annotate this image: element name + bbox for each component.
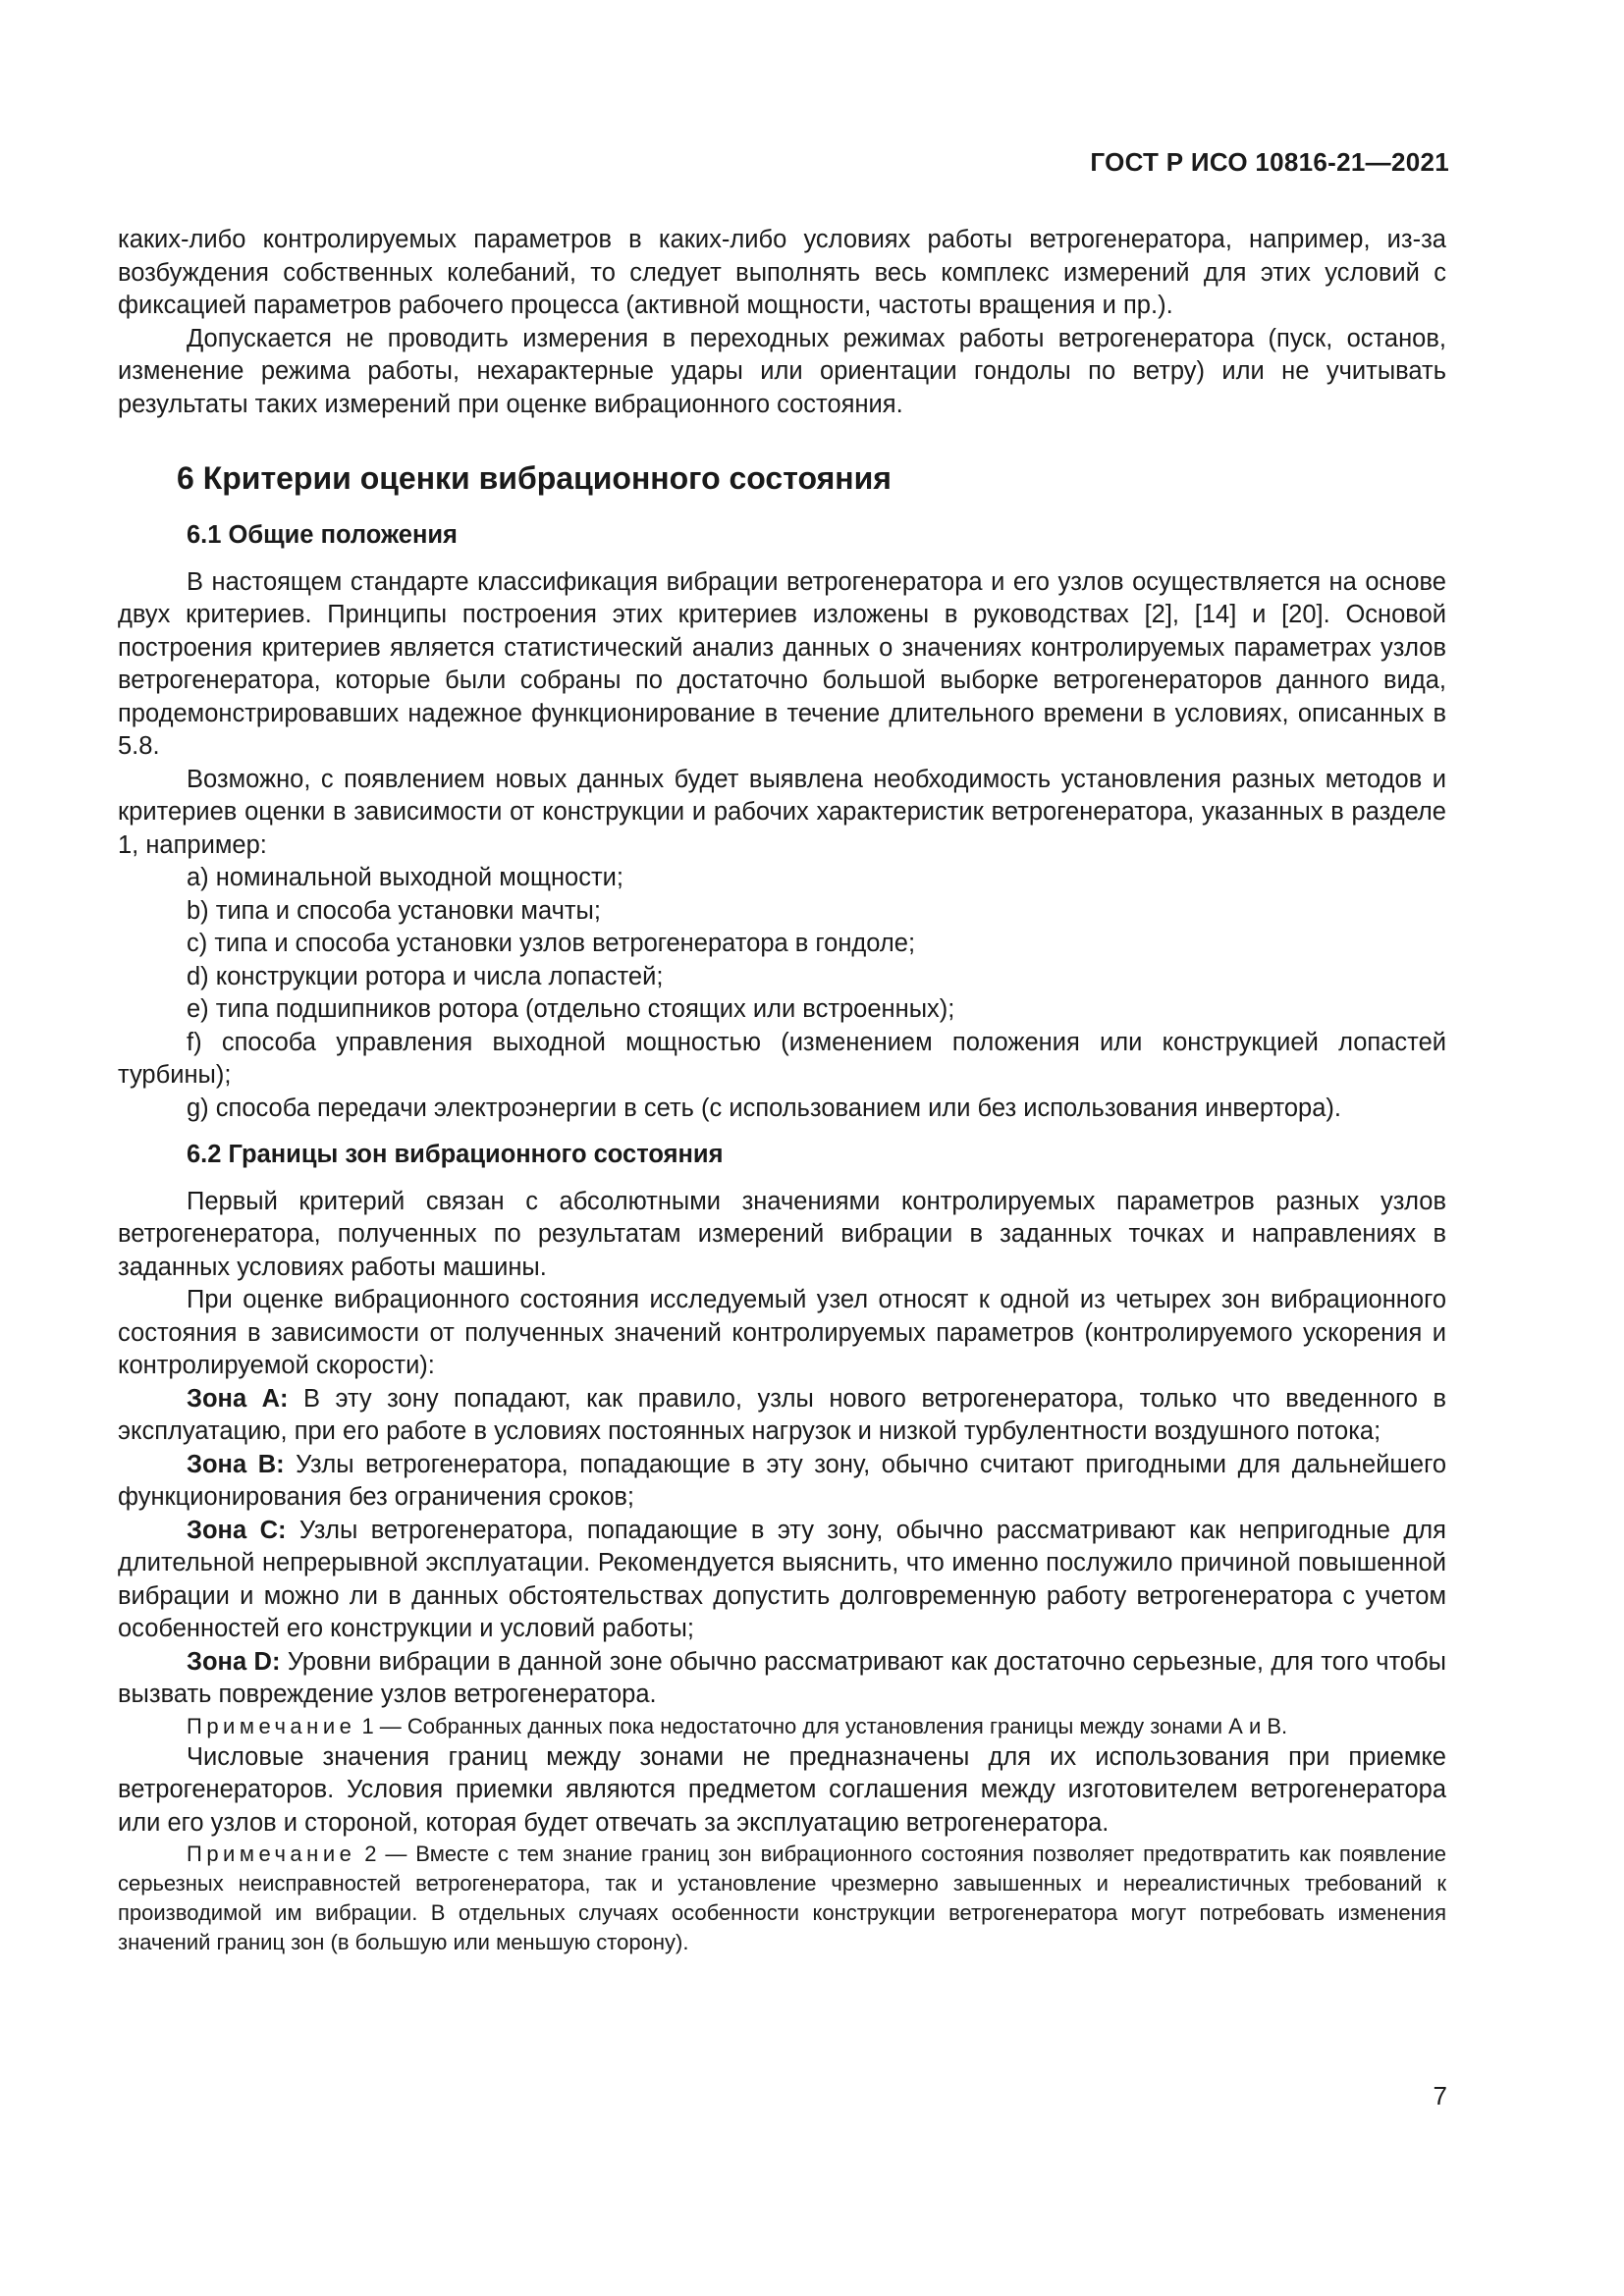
note-1 — [118, 1712, 1446, 1741]
subsection-6-2-paragraph-1: Первый критерий связан с абсолютными значениями контролируемых параметров разных узлов ветрогенератора, полученных по результатам измерений вибрации в заданных точках и направлениях в заданных условиях работы машины. — [118, 1187, 1446, 1281]
subsection-6-2-paragraph-2: При оценке вибрационного состояния исследуемый узел относят к одной из четырех зон вибрационного состояния в зависимости от полученных значений контролируемых параметров (контролируемого ускорения и контролируемой скорости): — [118, 1286, 1446, 1379]
zone-d-text: Уровни вибрации в данной зоне обычно рассматривают как достаточно серьезные, для того чтобы вызвать повреждение узлов ветрогенератора. — [118, 1647, 1446, 1708]
page-number: 7 — [1433, 2081, 1447, 2110]
note-2-text: 2 — Вместе с тем знание границ зон вибрационного состояния позволяет предотвратить как появление серьезных неисправностей ветрогенератора, так и установление чрезмерно завышенных и нереалистичных требований к производимой им вибрации. В отдельных случаях особенности конструкции ветрогенератора могут потребовать изменения значений границ зон (в большую или меньшую сторону). — [118, 1842, 1446, 1954]
section-6-heading: 6 Критерии оценки вибрационного состояния — [177, 460, 892, 496]
zone-a-text: В эту зону попадают, как правило, узлы нового ветрогенератора, только что введенного в эксплуатацию, при его работе в условиях постоянных нагрузок и низкой турбулентности воздушного потока; — [118, 1384, 1446, 1445]
list-item: c) типа и способа установки узлов ветрогенератора в гондоле; — [187, 930, 916, 957]
zone-d-paragraph — [118, 1646, 1446, 1712]
criteria-list — [118, 862, 1446, 1125]
note-1-text: 1 — Собранных данных пока недостаточно для установления границы между зонами А и В. — [355, 1713, 1288, 1738]
document-body — [118, 224, 1446, 1957]
note-1-label: Примечание — [187, 1713, 356, 1738]
list-item: b) типа и способа установки мачты; — [187, 896, 601, 925]
intro-paragraph-1: каких-либо контролируемых параметров в каких-либо условиях работы ветрогенератора, например, из-за возбуждения собственных колебаний, то следует выполнять весь комплекс измерений для этих условий с фиксацией параметров рабочего процесса (активной мощности, частоты вращения и пр.). — [118, 226, 1446, 319]
list-item: g) способа передачи электроэнергии в сеть (с использованием или без использования инвертора). — [187, 1094, 1341, 1122]
zone-b-label: Зона В: — [187, 1450, 285, 1478]
subsection-6-1-paragraph-1: В настоящем стандарте классификация вибрации ветрогенератора и его узлов осуществляется на основе двух критериев. Принципы построения этих критериев изложены в руководствах [2], [14] и [20]. Основой построения критериев является статистический анализ данных о значениях контролируемых параметрах узлов ветрогенератора, которые были собраны по достаточно большой выборке ветрогенераторов данного вида, продемонстрировавших надежное функционирование в течение длительного времени в условиях, описанных в 5.8. — [118, 567, 1446, 760]
zone-a-paragraph — [118, 1383, 1446, 1449]
list-item: а) номинальной выходной мощности; — [187, 864, 623, 891]
intro-paragraph-2: Допускается не проводить измерения в переходных режимах работы ветрогенератора (пуск, останов, изменение режима работы, нехарактерные удары или ориентации гондолы по ветру) или не учитывать результаты таких измерений при оценке вибрационного состояния. — [118, 324, 1446, 418]
zone-a-label: Зона А: — [187, 1384, 289, 1413]
zone-c-paragraph — [118, 1515, 1446, 1646]
note-2-label: Примечание — [187, 1842, 356, 1866]
subsection-6-2-heading: 6.2 Границы зон вибрационного состояния — [187, 1141, 724, 1168]
list-item: f) способа управления выходной мощностью (изменением положения или конструкцией лопастей турбины); — [118, 1028, 1446, 1089]
subsection-6-1-paragraph-2: Возможно, с появлением новых данных будет выявлена необходимость установления разных методов и критериев оценки в зависимости от конструкции и рабочих характеристик ветрогенератора, указанных в разделе 1, например: — [118, 765, 1446, 859]
subsection-6-1-heading: 6.1 Общие положения — [187, 521, 458, 549]
zone-c-text: Узлы ветрогенератора, попадающие в эту зону, обычно рассматривают как непригодные для длительной непрерывной эксплуатации. Рекомендуется выяснить, что именно послужило причиной повышенной вибрации и можно ли в данных обстоятельствах допустить долговременную работу ветрогенератора с учетом особенностей его конструкции и условий работы; — [118, 1516, 1446, 1642]
note-2 — [118, 1840, 1446, 1957]
zone-b-text: Узлы ветрогенератора, попадающие в эту зону, обычно считают пригодными для дальнейшего функционирования без ограничения сроков; — [118, 1450, 1446, 1511]
document-header-id: ГОСТ Р ИСО 10816-21—2021 — [1090, 147, 1449, 177]
list-item: d) конструкции ротора и числа лопастей; — [187, 962, 664, 990]
subsection-6-2-paragraph-3: Числовые значения границ между зонами не предназначены для их использования при приемке ветрогенераторов. Условия приемки являются предметом соглашения между изготовителем ветрогенератора или его узлов и стороной, которая будет отвечать за эксплуатацию ветрогенератора. — [118, 1742, 1446, 1837]
zone-d-label: Зона D: — [187, 1647, 281, 1676]
zone-c-label: Зона С: — [187, 1516, 287, 1544]
zone-b-paragraph — [118, 1449, 1446, 1515]
list-item: e) типа подшипников ротора (отдельно стоящих или встроенных); — [187, 995, 955, 1023]
